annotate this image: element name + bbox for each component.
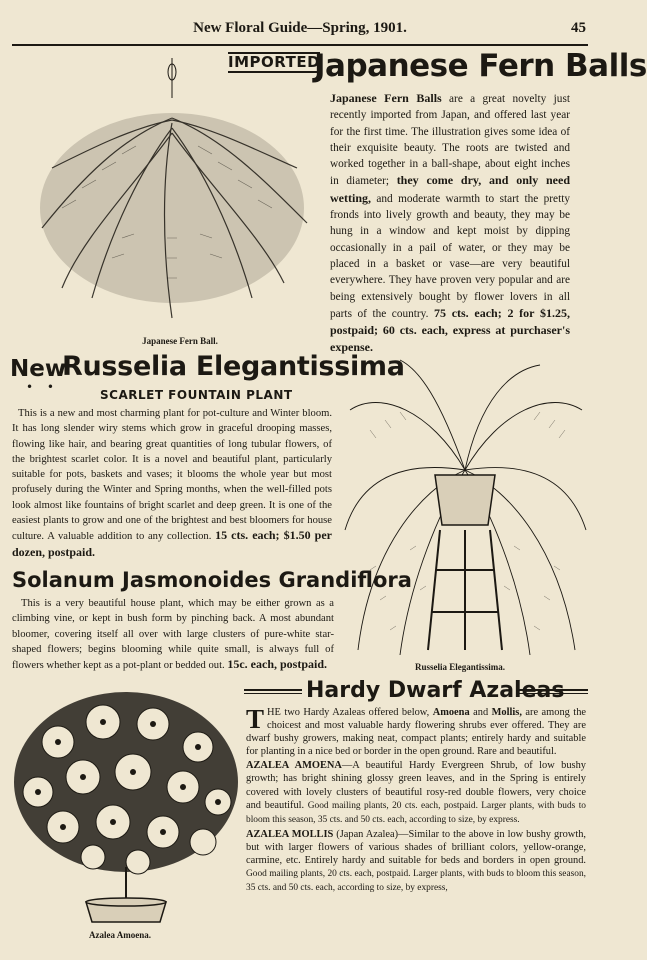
azalea-mollis-entry	[246, 828, 586, 895]
fern-caption: Japanese Fern Ball.	[142, 336, 218, 346]
intro-text-1: HE two Hardy Azaleas offered below,	[267, 707, 433, 718]
solanum-price: 15c. each, postpaid.	[227, 657, 328, 672]
fern-title: Japanese Fern Balls	[314, 48, 647, 84]
page-number: 45	[571, 20, 586, 36]
mollis-paren: (Japan Azalea)	[333, 828, 399, 840]
intro-and: and	[469, 707, 492, 718]
imported-tag: IMPORTED	[228, 53, 321, 71]
mollis-text: —Similar to the above in low bushy growth, but with larger flowers of various shades of brilliant colors, yellow-orange, carmine, etc. Entirely hardy and suitable for beds and borders in open ground.	[246, 828, 586, 867]
heading-rule-left	[244, 689, 302, 694]
new-tag-ornament: • •	[26, 380, 59, 394]
azaleas-heading	[244, 678, 590, 706]
fern-description	[330, 90, 570, 357]
russelia-price: 15 cts. each; $1.50 per dozen, postpaid.	[12, 528, 333, 559]
amoena-heading: AZALEA AMOENA	[246, 760, 342, 772]
russelia-text: This is a new and most charming plant for pot-culture and Winter bloom. It has long slender wiry stems which grow in graceful drooping masses, flowing like hair, and bearing great quantities of long tubular flowers, of the brightest scarlet color. It is a novel and beautiful plant, particularly suitable for pots, baskets and vases; it blooms the whole year but most profusely during the Winter and Spring months, when the well-filled pots look almost like fountains of bright scarlet and deep green. It is one of the easiest plants to grow and one of the brightest and best bloomers for house culture. A valuable addition to any collection.	[12, 408, 333, 543]
fern-text-1: are a great novelty just recently imported from Japan, and offered last year for the first time. The illustration gives some idea of their exquisite beauty. The roots are twisted and worked together in a ball-shape, about eight inches in diameter;	[330, 93, 570, 188]
dropcap: T	[246, 704, 265, 734]
fern-lead: Japanese Fern Balls	[330, 91, 442, 105]
new-tag: New	[10, 356, 67, 382]
russelia-description	[12, 406, 332, 561]
intro-text-2: are among the choicest and most valuable hardy flowering shrubs ever offered. They are dwarf bushy growers, making neat, compact plants; entirely hardy and suitable for planting in a nice bed or border in the open ground. Rare and beautiful.	[246, 707, 587, 758]
fern-ball-illustration	[22, 58, 322, 336]
heading-rule-right	[516, 689, 588, 694]
azalea-caption: Azalea Amoena.	[89, 930, 151, 940]
mollis-price: Good mailing plants, 20 cts. each, postpaid. Larger plants, with buds to bloom this season, 35 cts. and 50 cts. each, according to size, by express,	[246, 869, 586, 894]
russelia-caption: Russelia Elegantissima.	[414, 662, 505, 672]
azalea-amoena-entry	[246, 759, 586, 826]
azaleas-description	[246, 706, 586, 896]
solanum-description	[12, 596, 334, 673]
running-title: New Floral Guide—Spring, 1901.	[193, 20, 407, 36]
mollis-heading: AZALEA MOLLIS	[246, 828, 334, 840]
fern-bold-note: they come dry, and only need wetting,	[330, 173, 570, 205]
azalea-illustration	[8, 682, 244, 926]
intro-mollis: Mollis,	[491, 707, 522, 718]
azaleas-title: Hardy Dwarf Azaleas	[306, 678, 565, 703]
solanum-text: This is a very beautiful house plant, which may be either grown as a climbing vine, or kept in bush form by pinching back. A most abundant bloomer, covering itself all over with large clusters of pure-white star-shaped flowers; begins blooming while quite small, is always full of flowers whether kept as a pot-plant or bedded out.	[12, 598, 334, 672]
amoena-text: —A beautiful Hardy Evergreen Shrub, of low bushy growth; has bright shining glossy green leaves, and in the Spring is entirely covered with lovely clusters of beautiful rosy-red double flowers, very choice and beautiful.	[246, 760, 586, 811]
amoena-price: Good mailing plants, 20 cts. each, postpaid. Larger plants, with buds to bloom this season, 35 cts. and 50 cts. each, according to size, by express.	[246, 800, 586, 825]
russelia-subtitle: SCARLET FOUNTAIN PLANT	[100, 388, 293, 402]
russelia-illustration	[340, 350, 590, 660]
russelia-title: Russelia Elegantissima	[62, 351, 405, 382]
fern-text-2: and moderate warmth to start the pretty fronds into lively growth and beauty, they may be hung in a window and kept moist by dipping occasionally in a pail of water, or they may be placed in a basket or vase—are very beautiful everywhere. They have proven very popular and are being extensively bought by flower lovers in all parts of the country.	[330, 192, 570, 320]
intro-amoena: Amoena	[432, 707, 470, 718]
fern-price: 75 cts. each; 2 for $1.25, postpaid; 60 cts. each, express at purchaser's expense.	[330, 305, 570, 355]
solanum-title: Solanum Jasmonoides Grandiflora	[12, 568, 412, 592]
page-header	[12, 14, 588, 46]
azaleas-intro	[246, 706, 586, 758]
